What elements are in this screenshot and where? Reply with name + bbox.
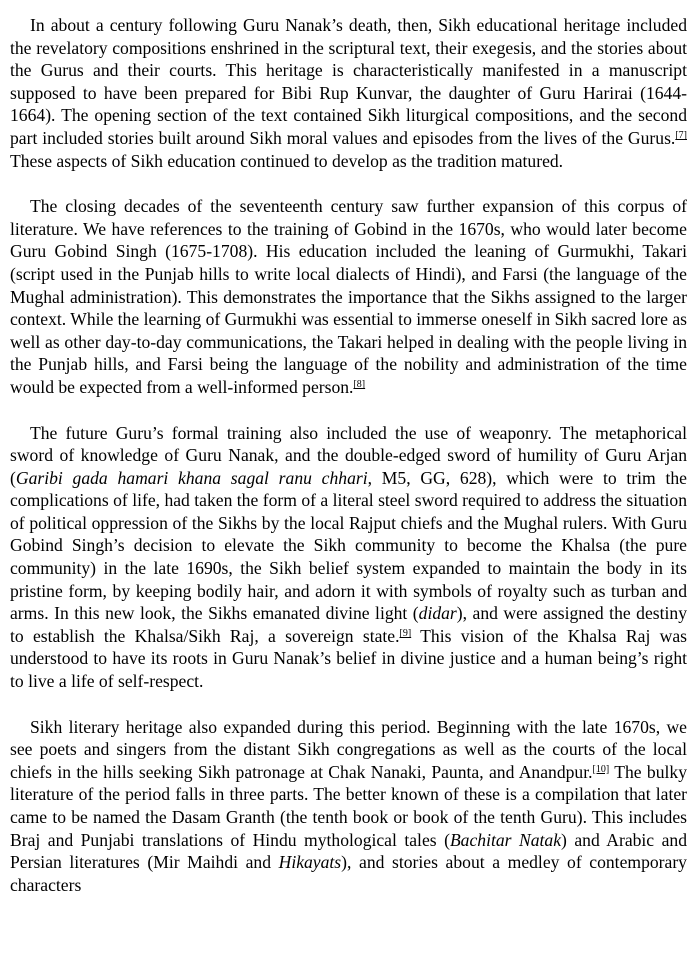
text-run: , M5, GG, 628), which were to trim the complications of life, had taken the form of a literal steel sword required to address the situation of political oppression of the Sikhs by the local Rajput chiefs and the Mughal rulers. With Guru Gobind Singh’s decision to elevate the Sikh community to become the Khalsa (the pure community) in the late 1690s, the Sikh belief system expanded to maintain the body in its pristine form, by keeping bodily hair, and adorn it with symbols of royalty such as turban and arms. In this new look, the Sikhs emanated divine light ( [10,467,687,624]
text-run: Sikh literary heritage also expanded during this period. Beginning with the late 1670s, we see poets and singers from the distant Sikh congregations as well as the courts of the local chiefs in the hills seeking Sikh patronage at Chak Nanaki, Paunta, and Anandpur. [10,716,687,782]
italic-term: didar [418,603,457,624]
document-page [10,14,687,919]
text-run: ), and were assigned the destiny to establish the Khalsa/Sikh Raj, a sovereign state. [10,603,687,646]
italic-quote: Garibi gada hamari khana sagal ranu chhari [15,467,368,488]
italic-title: Hikayats [278,852,342,873]
text-run: In about a century following Guru Nanak’s death, then, Sikh educational heritage included the revelatory compositions enshrined in the scriptural text, their exegesis, and the stories about the Gurus and their courts. This heritage is characteristically manifested in a manuscript supposed to have been prepared for Bibi Rup Kunvar, the daughter of Guru Harirai (1644-1664). The opening section of the text contained Sikh liturgical compositions, and the second part included stories built around Sikh moral values and episodes from the lives of the Gurus. [10,15,687,148]
text-run: The bulky literature of the period falls in three parts. The better known of these is a compilation that later came to be named the Dasam Granth (the tenth book or book of the tenth Guru). This includes Braj and Punjabi translations of Hindu mythological tales ( [10,761,687,850]
paragraph-2 [10,195,687,398]
text-run: ) and Arabic and Persian literatures (Mir Maihdi and [10,829,687,873]
text-run: This vision of the Khalsa Raj was understood to have its roots in Guru Nanak’s belief in divine justice and a human being’s right to live a life of self-respect. [10,625,687,692]
footnote-link-10[interactable]: [10] [592,763,610,775]
footnote-link-7[interactable]: [7] [675,129,687,141]
paragraph-4 [10,716,687,897]
text-run: The closing decades of the seventeenth century saw further expansion of this corpus of literature. We have references to the training of Gobind in the 1670s, who would later become Guru Gobind Singh (1675-1708). His education included the leaning of Gurmukhi, Takari (script used in the Punjab hills to write local dialects of Hindi), and Farsi (the language of the Mughal administration). This demonstrates the importance that the Sikhs assigned to the larger context. While the learning of Gurmukhi was essential to immerse oneself in Sikh sacred lore as well as other day-to-day communications, the Takari helped in dealing with the people living in the Punjab hills, and Farsi being the language of the nobility and administration of the time would be expected from a well-informed person. [10,196,687,397]
footnote-link-9[interactable]: [9] [399,627,412,639]
text-run: The future Guru’s formal training also included the use of weaponry. The metaphorical sword of knowledge of Guru Nanak, and the double-edged sword of humility of Guru Arjan ( [10,422,687,488]
text-run: ), and stories about a medley of contemporary characters [10,852,687,895]
footnote-link-8[interactable]: [8] [353,378,366,390]
text-run: These aspects of Sikh education continued to develop as the tradition matured. [10,150,564,171]
paragraph-1 [10,14,687,172]
italic-title: Bachitar Natak [449,829,562,850]
paragraph-3 [10,422,687,693]
